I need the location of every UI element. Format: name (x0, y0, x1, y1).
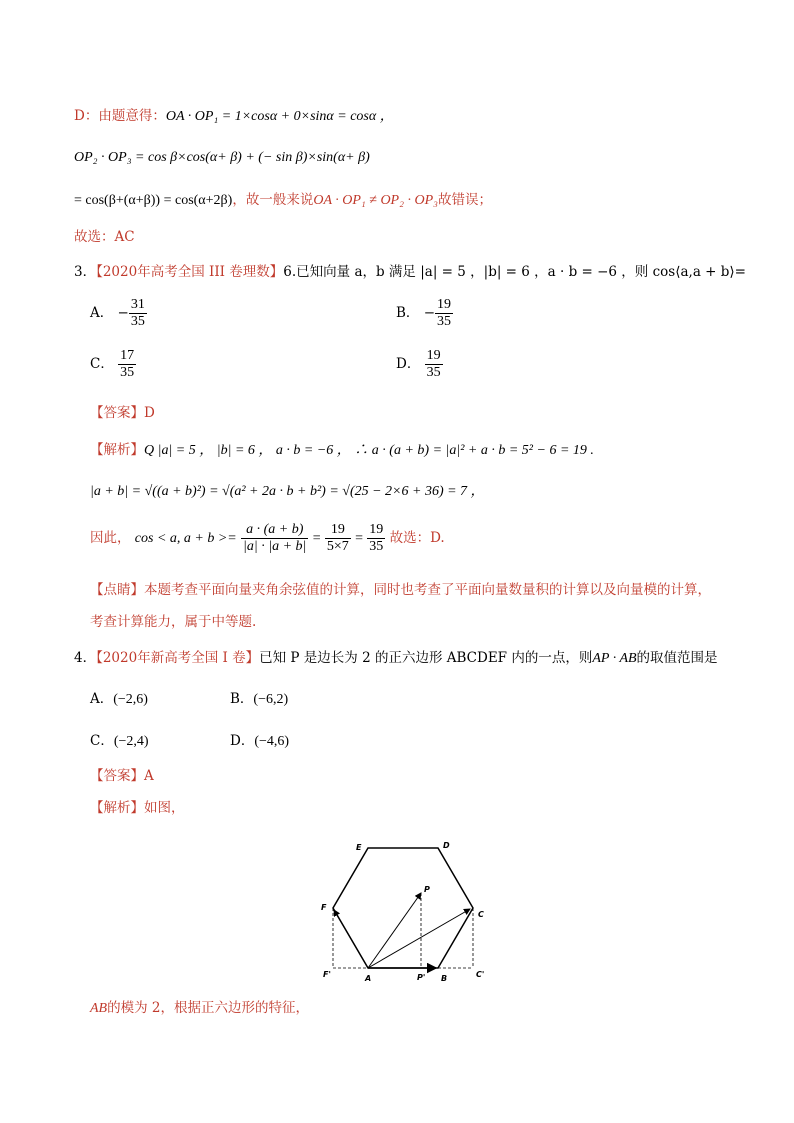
denominator: 5×7 (326, 539, 349, 554)
numerator: 19 (369, 522, 384, 537)
option-value: (−2,6) (113, 692, 148, 707)
q3-option-d (396, 348, 443, 381)
label-a: A (365, 974, 372, 983)
q3-comment-line1 (90, 580, 711, 600)
denominator: 35 (120, 365, 135, 380)
q3-option-a (90, 297, 147, 330)
q4-answer-value: A (144, 768, 154, 784)
solution-d-tail3: 故错误； (438, 192, 493, 208)
option-fraction (425, 348, 443, 381)
q4-answer-tag: 【答案】 (90, 768, 144, 784)
option-label: A． (90, 305, 114, 321)
q3-analysis-line1 (90, 440, 594, 461)
q3-analysis-line3: 因此， cos < a, a + b >= $\frac{a \cdot (a + b)}{|a| \cdot |a + b|}$ = $\frac{19}{5\times 7}$ = $\frac{19}{35}$ 故选：D. (90, 522, 445, 554)
q3-analysis-prefix: 因此， (90, 530, 131, 546)
q3-source: 【2020年高考全国 III 卷理数】 (96, 264, 284, 280)
q3-analysis-math1: Q |a| = 5 ， |b| = 6 ， a · b = −6 ， ∴ a · (a + b) = |a|² + a · b = 5² − 6 = 19 . (144, 443, 594, 458)
q4-source: 【2020年新高考全国 I 卷】 (96, 650, 260, 666)
solution-d-math3b: OA · OP₁ ≠ OP₂ · OP₃ (313, 193, 439, 208)
option-label: A． (90, 691, 114, 707)
numerator: 19 (437, 297, 452, 312)
solution-d-line1 (74, 106, 394, 127)
solution-d-prefix: D：由题意得： (74, 108, 166, 124)
q4-stem-b: 的取值范围是 (636, 650, 718, 666)
numerator: 19 (325, 522, 351, 539)
q4-bottom-text: 的模为 2，根据正六边形的特征， (107, 1000, 309, 1016)
numerator: a · (a + b) (241, 522, 308, 539)
q3-number: 3． (74, 264, 97, 280)
option-fraction (118, 348, 136, 381)
q3-stem-line (74, 262, 746, 282)
label-p: P (424, 885, 430, 894)
numerator: 31 (130, 297, 145, 312)
solution-d-math1: OA · OP₁ = 1×cosα + 0×sinα = cosα ， (165, 109, 394, 124)
solution-d-choice: 故选：AC (74, 229, 135, 245)
denominator: 35 (437, 314, 452, 329)
q3-comment-line2: 考查计算能力，属于中等题. (90, 614, 257, 630)
q3-stem: 6.已知向量 a，b 满足 |a| = 5 ，|b| = 6 ，a · b = −6 ，则 cos⟨a,a + b⟩= (283, 264, 746, 280)
option-label: B． (396, 305, 420, 321)
vector-ap (368, 893, 421, 968)
numerator: 17 (120, 348, 135, 363)
option-fraction (129, 297, 147, 330)
q3-analysis-line2: |a + b| = √((a + b)²) = √(a² + 2a · b + b²) = √(25 − 2×6 + 36) = 7 ， (90, 484, 485, 499)
label-f: F (321, 903, 327, 912)
q3-analysis-cos: cos < a, a + b >= (134, 531, 237, 546)
q4-answer (90, 766, 154, 786)
solution-d-line3 (74, 190, 492, 211)
vector-af (334, 910, 368, 968)
hexagon-outline (333, 848, 473, 968)
q4-bottom-line (90, 998, 309, 1019)
label-c: C (478, 910, 484, 919)
q4-stem-line (74, 648, 718, 669)
label-d: D (443, 841, 450, 850)
q4-option-c (90, 729, 149, 750)
option-label: C． (90, 356, 114, 372)
denominator: |a| · |a + b| (243, 539, 307, 554)
q4-analysis-text: 如图， (144, 800, 185, 816)
q4-option-a (90, 687, 148, 708)
q3-comment-text1: 本题考查平面向量夹角余弦值的计算，同时也考查了平面向量数量积的计算以及向量模的计算， (144, 582, 711, 598)
q4-analysis-tag: 【解析】 (90, 800, 144, 816)
q3-answer-tag: 【答案】 (90, 405, 144, 421)
q3-comment-tag: 【点睛】 (90, 582, 144, 598)
q3-analysis-tag: 【解析】 (90, 442, 144, 458)
option-sign: − (117, 305, 129, 321)
q3-option-b (396, 297, 453, 330)
q3-answer (90, 403, 155, 423)
solution-d-line2: OP₂ · OP₃ = cos β×cos(α+ β) + (− sin β)×sin(α+ β) (74, 150, 370, 165)
option-label: C． (90, 733, 114, 749)
q3-analysis-frac3 (367, 522, 385, 555)
option-sign: − (423, 305, 436, 321)
q3-analysis-tail: 故选：D. (389, 530, 445, 546)
q3-analysis-frac (241, 522, 308, 555)
option-value: (−2,4) (113, 734, 149, 749)
option-label: D． (396, 356, 421, 372)
solution-d-math3: = cos(β+(α+β)) = cos(α+2β) (74, 193, 233, 208)
q3-answer-value: D (144, 405, 155, 421)
option-fraction (435, 297, 453, 330)
label-c-prime: C' (476, 970, 485, 979)
q3-analysis-frac2 (325, 522, 351, 555)
hexagon-figure (316, 835, 496, 985)
option-value: (−6,2) (253, 692, 289, 707)
q3-option-c (90, 348, 136, 381)
denominator: 35 (130, 314, 145, 329)
q4-stem-math: AP · AB (592, 651, 637, 666)
label-e: E (356, 843, 362, 852)
option-value: (−4,6) (254, 734, 290, 749)
numerator: 19 (426, 348, 441, 363)
denominator: 35 (426, 365, 441, 380)
q4-option-d (230, 729, 289, 750)
q4-stem-a: 已知 P 是边长为 2 的正六边形 ABCDEF 内的一点，则 (259, 650, 593, 666)
label-b: B (441, 974, 448, 983)
q4-bottom-math: AB (90, 1001, 108, 1016)
q4-analysis (90, 798, 185, 818)
q4-number: 4． (74, 650, 97, 666)
q4-option-b (230, 687, 288, 708)
option-label: B． (230, 691, 254, 707)
denominator: 35 (369, 539, 384, 554)
label-p-prime: P' (417, 973, 426, 982)
solution-d-text3: ，故一般来说 (232, 192, 314, 208)
label-f-prime: F' (323, 970, 331, 979)
option-label: D． (230, 733, 255, 749)
